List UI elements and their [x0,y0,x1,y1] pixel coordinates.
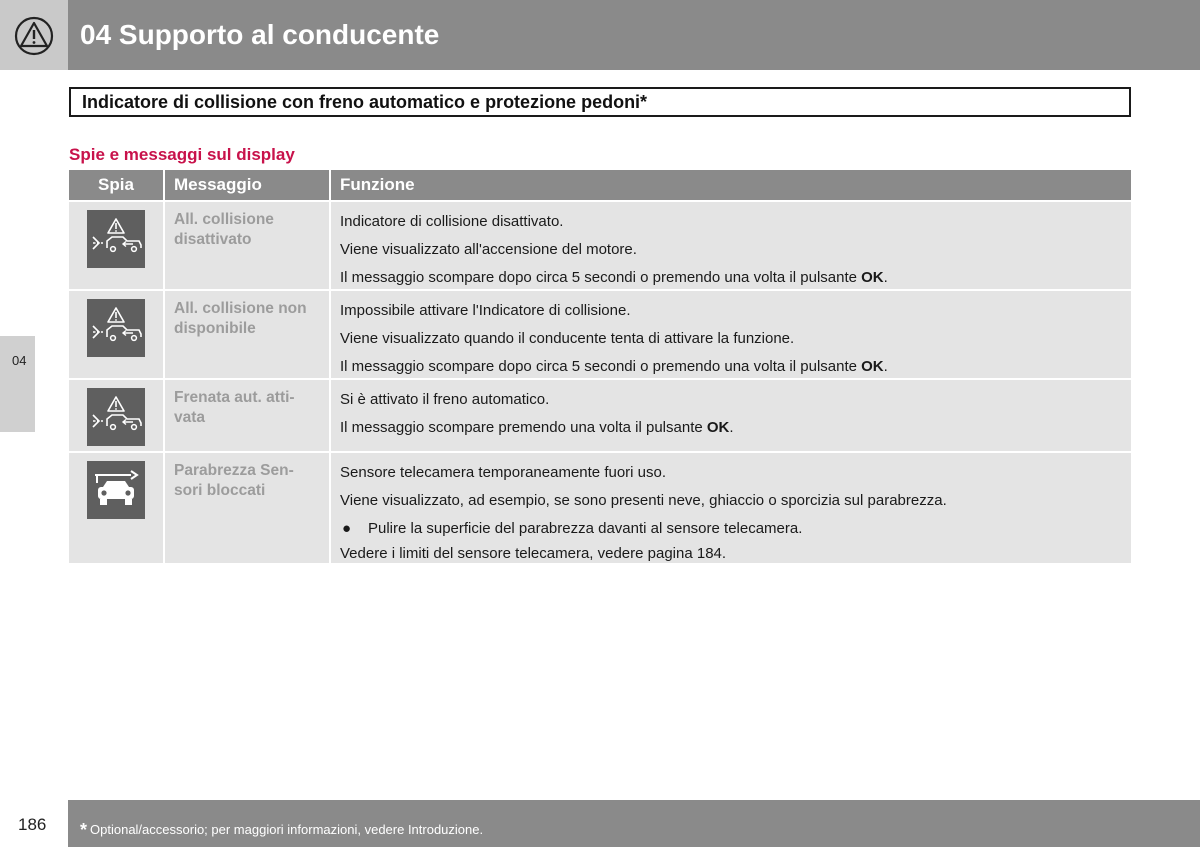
ok-button-label: OK [861,269,884,286]
chapter-title: 04 Supporto al conducente [80,19,440,50]
bullet-item [340,515,1122,543]
message-cell: All. collisione disattivato [165,202,331,289]
table-row [69,202,1131,291]
table-row [69,453,1131,565]
function-text: Il messaggio scompare dopo circa 5 secondi o premendo una volta il pulsante [340,358,862,375]
function-cell [331,380,1131,451]
camera-sensor-car-icon [87,461,145,519]
function-text: Il messaggio scompare premendo una volta il pulsante [340,419,707,436]
function-cell [331,291,1131,378]
spia-cell [69,291,165,378]
header-spia: Spia [69,170,165,200]
message-cell: All. collisione non disponibile [165,291,331,378]
spia-cell [69,453,165,563]
spia-cell [69,202,165,289]
collision-warning-icon [87,299,145,357]
page-number: 186 [18,815,47,834]
table-row [69,291,1131,380]
footnote-star: * [80,820,88,840]
bullet-text: Pulire la superficie del parabrezza davanti al sensore telecamera. [368,520,803,537]
function-cell [331,202,1131,289]
table-header-row [69,170,1131,202]
spia-cell [69,380,165,451]
chapter-icon-box [0,0,68,70]
function-line: Il messaggio scompare premendo una volta il pulsante OK. [340,419,734,436]
function-cell [331,453,1131,563]
header-funzione: Funzione [340,175,415,194]
chapter-side-tab [0,336,35,432]
warning-triangle-icon [14,16,54,56]
section-title: Indicatore di collisione con freno automatico e protezione pedoni* [82,92,648,112]
ok-button-label: OK [706,419,730,436]
header-messaggio: Messaggio [165,170,331,200]
collision-warning-icon [87,388,145,446]
messages-table [69,170,1131,565]
function-line: Sensore telecamera temporaneamente fuori uso. [340,464,667,481]
function-text: Il messaggio scompare dopo circa 5 secondi o premendo una volta il pulsante [340,269,862,286]
function-line: Vedere i limiti del sensore telecamera, vedere pagina 184. [340,545,727,562]
function-line: Impossibile attivare l'Indicatore di collisione. [340,302,631,319]
message-cell: Parabrezza Sen-sori bloccati [165,453,331,563]
function-line: Viene visualizzato, ad esempio, se sono presenti neve, ghiaccio o sporcizia sul parabrezza. [340,492,947,509]
function-line: Il messaggio scompare dopo circa 5 secondi o premendo una volta il pulsante OK. [340,269,888,286]
footnote-text: Optional/accessorio; per maggiori informazioni, vedere Introduzione. [90,822,484,837]
function-line: Viene visualizzato quando il conducente tenta di attivare la funzione. [340,330,795,347]
ok-button-label: OK [861,358,884,375]
function-line: Il messaggio scompare dopo circa 5 secondi o premendo una volta il pulsante OK. [340,358,888,375]
function-line: Indicatore di collisione disattivato. [340,213,564,230]
message-cell: Frenata aut. atti-vata [165,380,331,451]
chapter-side-tab-label: 04 [12,353,27,368]
footnote [80,818,483,839]
table-row [69,380,1131,453]
bullet-dot: ● [342,520,352,537]
subheading: Spie e messaggi sul display [69,145,295,164]
collision-warning-icon [87,210,145,268]
function-line: Si è attivato il freno automatico. [340,391,550,408]
function-line: Viene visualizzato all'accensione del motore. [340,241,637,258]
